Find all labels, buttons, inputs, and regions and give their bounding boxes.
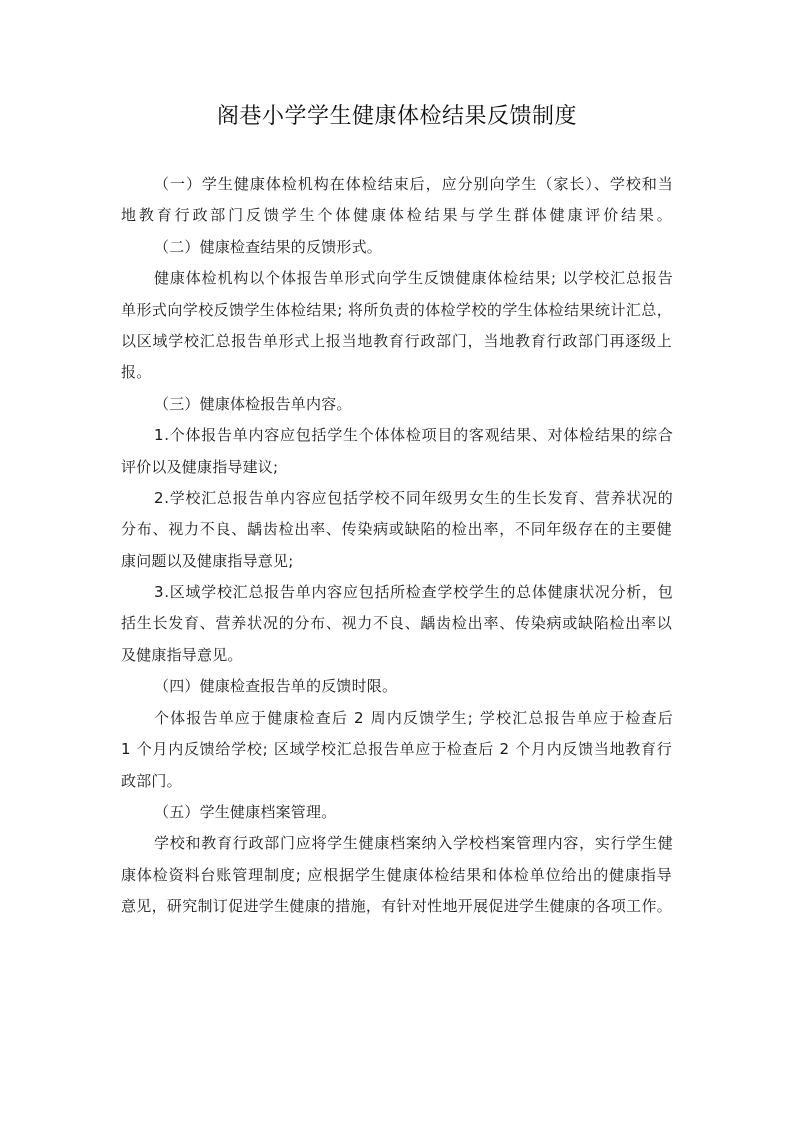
body-line: 2.学校汇总报告单内容应包括学校不同年级男女生的生长发育、营养状况的: [154, 489, 674, 507]
body-line: 康体检资料台账管理制度; 应根据学生健康体检结果和体检单位给出的健康指导: [121, 866, 673, 884]
body-line: 1.个体报告单内容应包括学生个体体检项目的客观结果、对体检结果的综合: [154, 426, 674, 444]
body-line: 括生长发育、营养状况的分布、视力不良、龋齿检出率、传染病或缺陷检出率以: [121, 614, 673, 632]
body-line: 政部门。: [121, 772, 182, 790]
body-line: 康问题以及健康指导意见;: [121, 552, 294, 570]
body-line: 单形式向学校反馈学生体检结果; 将所负责的体检学校的学生体检结果统计汇总，: [121, 301, 673, 319]
body-line: （四）健康检查报告单的反馈时限。: [154, 677, 398, 695]
body-line: （二）健康检查结果的反馈形式。: [154, 238, 383, 256]
body-line: （三）健康体检报告单内容。: [154, 395, 352, 413]
body-line: 意见，研究制订促进学生健康的措施，有针对性地开展促进学生健康的各项工作。: [121, 897, 673, 915]
body-line: （五）学生健康档案管理。: [154, 803, 337, 821]
body-line: 分布、视力不良、龋齿检出率、传染病或缺陷的检出率，不同年级存在的主要健: [121, 520, 673, 538]
body-line: 健康体检机构以个体报告单形式向学生反馈健康体检结果; 以学校汇总报告: [154, 269, 674, 287]
body-line: 3.区域学校汇总报告单内容应包括所检查学校学生的总体健康状况分析，包: [154, 583, 674, 601]
body-line: 及健康指导意见。: [121, 646, 243, 664]
body-line: 报。: [121, 363, 152, 381]
body-line: 学校和教育行政部门应将学生健康档案纳入学校档案管理内容，实行学生健: [154, 834, 674, 852]
body-line: 以区域学校汇总报告单形式上报当地教育行政部门，当地教育行政部门再逐级上: [121, 332, 673, 350]
body-line: 1 个月内反馈给学校; 区域学校汇总报告单应于检查后 2 个月内反馈当地教育行: [121, 740, 673, 758]
body-line: 个体报告单应于健康检查后 2 周内反馈学生; 学校汇总报告单应于检查后: [154, 709, 674, 727]
body-line: 评价以及健康指导建议;: [121, 458, 279, 476]
body-line: （一）学生健康体检机构在体检结束后，应分别向学生（家长）、学校和当: [154, 175, 674, 193]
document-title: 阁巷小学学生健康体检结果反馈制度: [216, 104, 577, 129]
body-line: 地教育行政部门反馈学生个体健康体检结果与学生群体健康评价结果。: [121, 206, 675, 224]
